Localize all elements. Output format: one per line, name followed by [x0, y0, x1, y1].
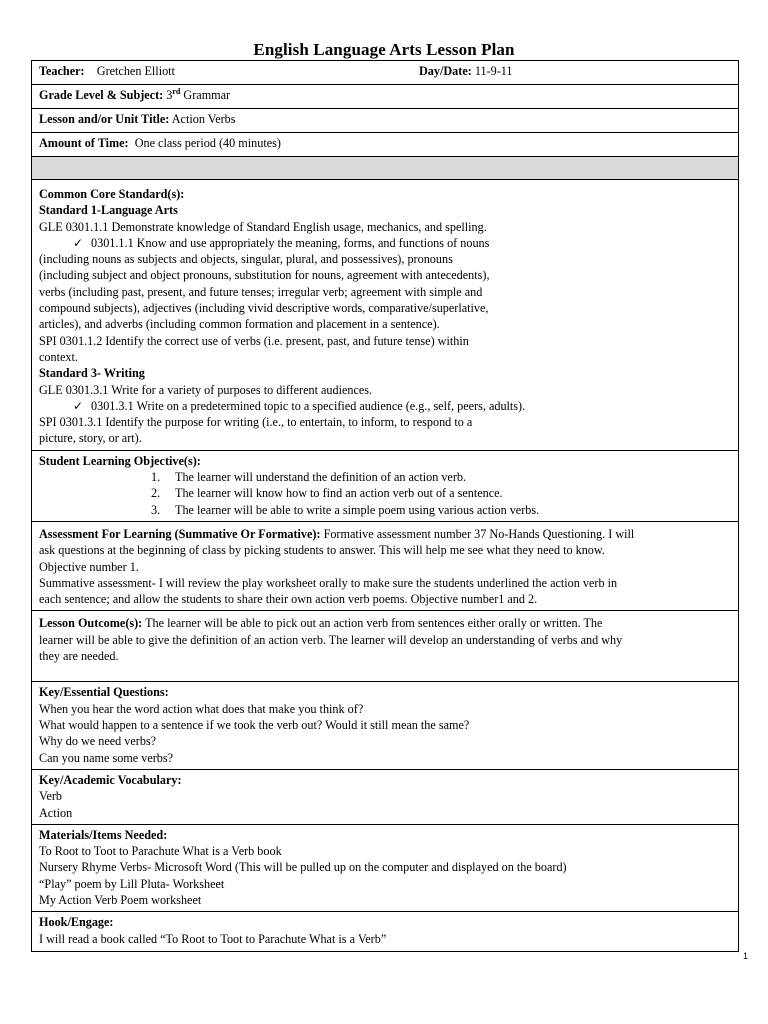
date-label: Day/Date:	[419, 64, 472, 78]
unit-row	[32, 109, 739, 133]
materials-item: Nursery Rhyme Verbs- Microsoft Word (This will be pulled up on the computer and displayed on the board)	[39, 860, 567, 875]
check1-line: (including subject and object pronouns, substitution for nouns, agreement with antecedents),	[39, 268, 490, 283]
date-value: 11-9-11	[474, 64, 513, 78]
outcome-line: The learner will be able to pick out an action verb from sentences either orally or written. The	[142, 616, 603, 631]
lesson-plan-table	[31, 60, 739, 952]
page-number: 1	[742, 951, 748, 961]
materials-item: To Root to Toot to Parachute What is a Verb book	[39, 844, 282, 859]
questions-row	[32, 682, 739, 769]
list-item: 1. The learner will understand the definition of an action verb.	[151, 470, 467, 485]
gle3-text: GLE 0301.3.1 Write for a variety of purposes to different audiences.	[39, 382, 373, 397]
check1-line: (including nouns as subjects and objects, singular, plural, and possessives), pronouns	[39, 252, 453, 267]
standards-row	[32, 180, 739, 451]
check1-line: 0301.1.1 Know and use appropriately the meaning, forms, and functions of nouns	[91, 235, 490, 250]
grade-row	[32, 85, 739, 109]
materials-item: “Play” poem by Lill Pluta- Worksheet	[39, 876, 225, 891]
spi3-line: picture, story, or art).	[39, 431, 142, 446]
time-row	[32, 133, 739, 157]
vocabulary-item: Action	[39, 805, 73, 820]
vocabulary-item: Verb	[39, 789, 63, 804]
grade-suffix: rd	[172, 86, 181, 96]
gle1-text: GLE 0301.1.1 Demonstrate knowledge of Standard English usage, mechanics, and spelling.	[39, 219, 487, 234]
assessment-label: Assessment For Learning (Summative Or Formative):	[39, 526, 321, 541]
assessment-line: Objective number 1.	[39, 559, 139, 574]
assessment-row	[32, 521, 739, 610]
assessment-line: Summative assessment- I will review the play worksheet orally to make sure the students underlined the action verb in	[39, 575, 618, 590]
teacher-label: Teacher:	[39, 64, 85, 78]
list-item: 2. The learner will know how to find an action verb out of a sentence.	[151, 486, 503, 501]
list-item: 3. The learner will be able to write a simple poem using various action verbs.	[151, 502, 540, 517]
checkmark-icon: ✓	[73, 235, 84, 250]
questions-heading: Key/Essential Questions:	[39, 685, 169, 700]
vocabulary-row	[32, 769, 739, 824]
assessment-line: ask questions at the beginning of class by picking students to answer. This will help me see what they need to know.	[39, 543, 605, 558]
materials-item: My Action Verb Poem worksheet	[39, 892, 202, 907]
hook-line: I will read a book called “To Root to Toot to Parachute What is a Verb”	[39, 931, 387, 946]
spi1-line: SPI 0301.1.2 Identify the correct use of verbs (i.e. present, past, and future tense) within	[39, 333, 469, 348]
objectives-list	[39, 469, 731, 518]
unit-value: Action Verbs	[171, 112, 236, 126]
check1-line: articles), and adverbs (including common formation and placement in a sentence).	[39, 317, 440, 332]
spi3-line: SPI 0301.3.1 Identify the purpose for writing (i.e., to entertain, to inform, to respond to a	[39, 415, 473, 430]
assessment-line: Formative assessment number 37 No-Hands Questioning. I will	[320, 526, 635, 541]
outcome-line: learner will be able to give the definition of an action verb. The learner will develop an understanding of verbs and why	[39, 632, 623, 647]
outcome-row	[32, 611, 739, 682]
assessment-line: each sentence; and allow the students to share their own action verb poems. Objective number1 and 2.	[39, 592, 538, 607]
hook-heading: Hook/Engage:	[39, 915, 114, 930]
check1-line: verbs (including past, present, and future tenses; irregular verb; agreement with simple and	[39, 284, 483, 299]
time-label: Amount of Time:	[39, 136, 129, 150]
check3-line: 0301.3.1 Write on a predetermined topic to a specified audience (e.g., self, peers, adults).	[91, 398, 526, 413]
checkmark-icon: ✓	[73, 398, 84, 413]
question-line: Why do we need verbs?	[39, 734, 157, 749]
objectives-row	[32, 450, 739, 521]
vocabulary-heading: Key/Academic Vocabulary:	[39, 772, 182, 787]
hook-row	[32, 912, 739, 952]
gray-spacer-row	[32, 157, 739, 180]
teacher-row	[32, 61, 739, 85]
question-line: When you hear the word action what does that make you think of?	[39, 701, 364, 716]
outcome-line: they are needed.	[39, 649, 119, 664]
spi1-line: context.	[39, 349, 78, 364]
standard1-heading: Standard 1-Language Arts	[39, 203, 178, 218]
materials-row	[32, 824, 739, 911]
time-value: One class period (40 minutes)	[134, 136, 281, 150]
check1-line: compound subjects), adjectives (including vivid descriptive words, comparative/superlative,	[39, 301, 489, 316]
document-title: English Language Arts Lesson Plan	[253, 40, 515, 59]
standards-heading: Common Core Standard(s):	[39, 187, 185, 201]
standard3-heading: Standard 3- Writing	[39, 366, 145, 381]
materials-heading: Materials/Items Needed:	[39, 827, 168, 842]
objectives-heading: Student Learning Objective(s):	[39, 453, 201, 468]
grade-label: Grade Level & Subject:	[39, 88, 164, 102]
unit-label: Lesson and/or Unit Title:	[39, 112, 170, 126]
teacher-name: Gretchen Elliott	[96, 64, 175, 78]
question-line: Can you name some verbs?	[39, 750, 174, 765]
grade-subject: Grammar	[183, 88, 231, 102]
outcome-label: Lesson Outcome(s):	[39, 616, 143, 631]
question-line: What would happen to a sentence if we took the verb out? Would it still mean the same?	[39, 718, 470, 733]
grade-number: 3	[166, 88, 173, 102]
